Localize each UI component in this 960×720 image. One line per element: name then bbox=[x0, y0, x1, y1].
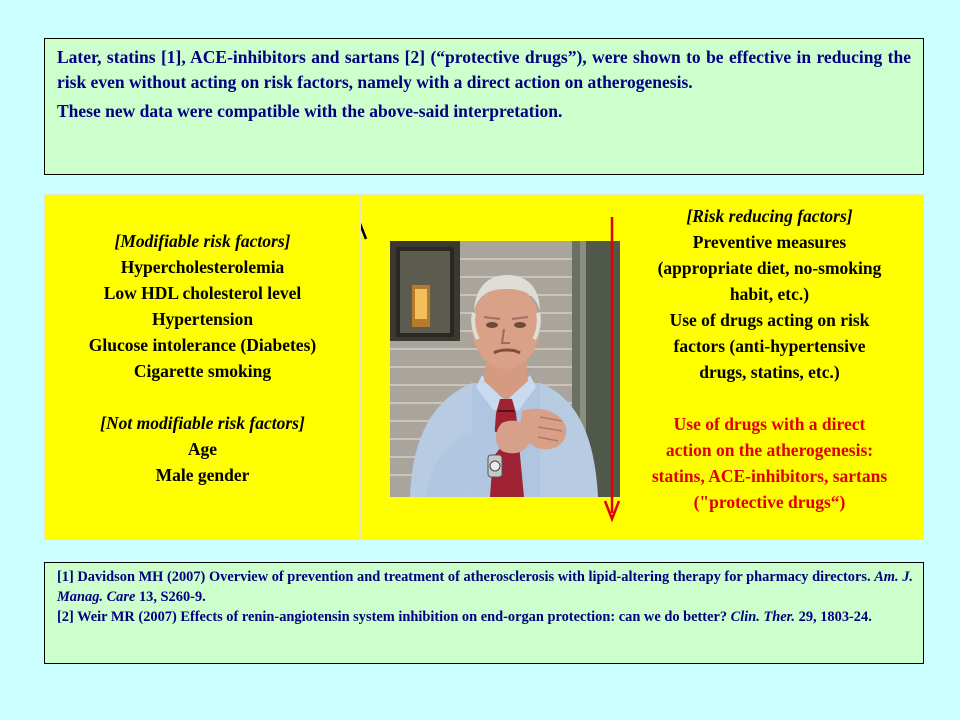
modifiable-heading: [Modifiable risk factors] bbox=[114, 231, 291, 251]
risk-reducing-heading: [Risk reducing factors] bbox=[686, 206, 853, 226]
intro-box bbox=[44, 38, 924, 175]
reference-2-journal: Clin. Ther. bbox=[730, 609, 796, 625]
not-modifiable-heading: [Not modifiable risk factors] bbox=[100, 413, 305, 433]
reference-2 bbox=[57, 607, 913, 627]
man-chest-pain-photo bbox=[390, 241, 620, 497]
illustration-column bbox=[360, 195, 614, 539]
risk-factor-item: Hypertension bbox=[151, 309, 254, 329]
reference-1-journal: Am. J. Manag. Care bbox=[57, 569, 913, 605]
reference-1-tail: 13, S260-9. bbox=[135, 589, 206, 605]
reference-2-text: [2] Weir MR (2007) Effects of renin-angiotensin system inhibition on end-organ protection: can we do better? bbox=[57, 609, 731, 625]
risk-reducing-column bbox=[614, 195, 925, 539]
protective-drugs-line: action on the atherogenesis: bbox=[665, 440, 874, 460]
modifiable-risk-column bbox=[45, 195, 360, 539]
risk-factor-item: Cigarette smoking bbox=[133, 361, 272, 381]
protective-drugs-line: ("protective drugs“) bbox=[693, 492, 846, 512]
reference-1 bbox=[57, 567, 913, 607]
risk-reducing-line: (appropriate diet, no-smoking bbox=[657, 258, 882, 278]
intro-paragraph-1: Later, statins [1], ACE-inhibitors and sartans [2] (“protective drugs”), were shown to be effective in reducing the risk even without acting on risk factors, namely with a direct action on atherogenesis. bbox=[57, 47, 911, 92]
risk-reducing-list bbox=[614, 203, 925, 515]
risk-factor-item: Glucose intolerance (Diabetes) bbox=[88, 335, 317, 355]
risk-factors-table bbox=[44, 194, 924, 540]
protective-drugs-line: statins, ACE-inhibitors, sartans bbox=[651, 466, 888, 486]
risk-factor-list bbox=[45, 228, 360, 488]
risk-reducing-line: factors (anti-hypertensive bbox=[673, 336, 866, 356]
protective-drugs-line: Use of drugs with a direct bbox=[673, 414, 866, 434]
risk-factor-item: Low HDL cholesterol level bbox=[103, 283, 302, 303]
risk-reducing-line: Preventive measures bbox=[692, 232, 847, 252]
risk-factor-item: Age bbox=[187, 439, 218, 459]
risk-factor-item: Male gender bbox=[155, 465, 250, 485]
intro-paragraph-2: These new data were compatible with the above-said interpretation. bbox=[57, 101, 563, 121]
risk-reducing-line: Use of drugs acting on risk bbox=[669, 310, 870, 330]
up-arrow-icon bbox=[361, 221, 366, 517]
risk-reducing-line: habit, etc.) bbox=[729, 284, 810, 304]
reference-2-tail: 29, 1803-24. bbox=[795, 609, 872, 625]
risk-factor-item: Hypercholesterolemia bbox=[120, 257, 285, 277]
references-box bbox=[44, 562, 924, 664]
risk-reducing-line: drugs, statins, etc.) bbox=[699, 362, 840, 382]
reference-1-text: [1] Davidson MH (2007) Overview of prevention and treatment of atherosclerosis with lipid-altering therapy for pharmacy directors. bbox=[57, 569, 875, 585]
